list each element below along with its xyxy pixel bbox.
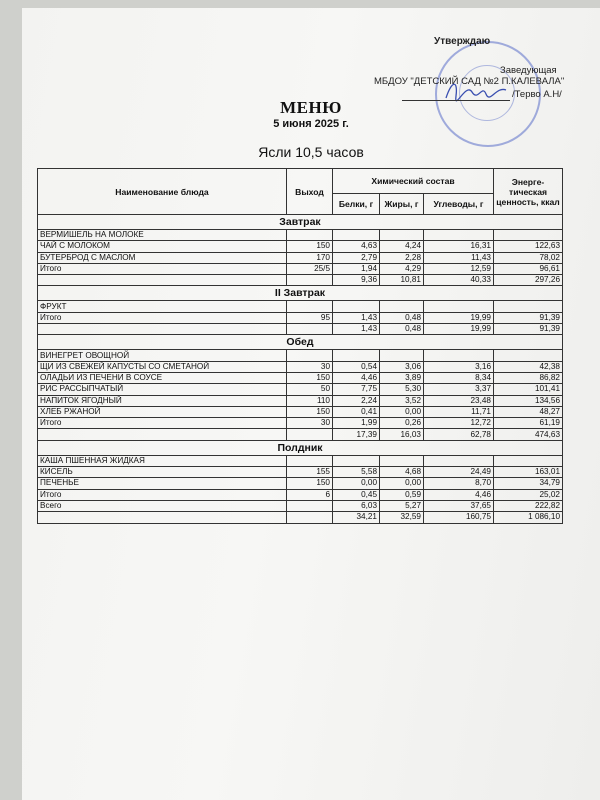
carb-cell bbox=[424, 301, 494, 312]
fat-cell: 0,59 bbox=[380, 489, 424, 500]
carb-cell: 23,48 bbox=[424, 395, 494, 406]
carb-cell: 19,99 bbox=[424, 324, 494, 335]
carb-cell bbox=[424, 455, 494, 466]
header-carb: Углеводы, г bbox=[424, 194, 494, 215]
protein-cell: 0,54 bbox=[333, 361, 380, 372]
fat-cell bbox=[380, 350, 424, 361]
section-label: Завтрак bbox=[38, 215, 563, 230]
energy-cell: 48,27 bbox=[494, 406, 563, 417]
protein-cell: 4,63 bbox=[333, 241, 380, 252]
energy-cell bbox=[494, 301, 563, 312]
protein-cell: 5,58 bbox=[333, 467, 380, 478]
protein-cell bbox=[333, 230, 380, 241]
fat-cell: 0,26 bbox=[380, 418, 424, 429]
protein-cell: 1,43 bbox=[333, 312, 380, 323]
carb-cell: 4,46 bbox=[424, 489, 494, 500]
header-protein: Белки, г bbox=[333, 194, 380, 215]
table-row bbox=[38, 455, 563, 466]
energy-cell: 91,39 bbox=[494, 312, 563, 323]
table-row bbox=[38, 512, 563, 523]
energy-cell: 42,38 bbox=[494, 361, 563, 372]
dish-cell: ВЕРМИШЕЛЬ НА МОЛОКЕ bbox=[38, 230, 287, 241]
protein-cell bbox=[333, 350, 380, 361]
dish-cell bbox=[38, 512, 287, 523]
dish-cell: ЧАЙ С МОЛОКОМ bbox=[38, 241, 287, 252]
protein-cell: 2,79 bbox=[333, 252, 380, 263]
energy-cell: 122,63 bbox=[494, 241, 563, 252]
dish-cell: БУТЕРБРОД С МАСЛОМ bbox=[38, 252, 287, 263]
fat-cell: 0,00 bbox=[380, 406, 424, 417]
fat-cell: 32,59 bbox=[380, 512, 424, 523]
energy-cell: 86,82 bbox=[494, 372, 563, 383]
table-row bbox=[38, 361, 563, 372]
carb-cell: 37,65 bbox=[424, 500, 494, 511]
table-row bbox=[38, 350, 563, 361]
section-row bbox=[38, 215, 563, 230]
header-fat: Жиры, г bbox=[380, 194, 424, 215]
dish-cell: Итого bbox=[38, 312, 287, 323]
dish-cell: КИСЕЛЬ bbox=[38, 467, 287, 478]
energy-cell: 91,39 bbox=[494, 324, 563, 335]
output-cell bbox=[287, 512, 333, 523]
output-cell: 25/5 bbox=[287, 263, 333, 274]
fat-cell: 16,03 bbox=[380, 429, 424, 440]
menu-date: 5 июня 2025 г. bbox=[273, 118, 349, 130]
fat-cell: 3,06 bbox=[380, 361, 424, 372]
output-cell: 150 bbox=[287, 241, 333, 252]
protein-cell: 1,43 bbox=[333, 324, 380, 335]
header-output: Выход bbox=[287, 169, 333, 215]
carb-cell: 11,71 bbox=[424, 406, 494, 417]
energy-cell bbox=[494, 455, 563, 466]
carb-cell: 3,37 bbox=[424, 384, 494, 395]
table-row bbox=[38, 230, 563, 241]
carb-cell: 8,70 bbox=[424, 478, 494, 489]
table-row bbox=[38, 395, 563, 406]
carb-cell: 11,43 bbox=[424, 252, 494, 263]
table-row bbox=[38, 241, 563, 252]
energy-cell: 78,02 bbox=[494, 252, 563, 263]
output-cell bbox=[287, 429, 333, 440]
output-cell: 150 bbox=[287, 372, 333, 383]
dish-cell: Итого bbox=[38, 263, 287, 274]
output-cell: 30 bbox=[287, 361, 333, 372]
energy-cell: 222,82 bbox=[494, 500, 563, 511]
menu-sheet bbox=[22, 8, 600, 800]
output-cell: 170 bbox=[287, 252, 333, 263]
table-row bbox=[38, 372, 563, 383]
carb-cell: 160,75 bbox=[424, 512, 494, 523]
dish-cell: ЩИ ИЗ СВЕЖЕЙ КАПУСТЫ СО СМЕТАНОЙ bbox=[38, 361, 287, 372]
fat-cell bbox=[380, 455, 424, 466]
dish-cell: Всего bbox=[38, 500, 287, 511]
header-dish: Наименование блюда bbox=[38, 169, 287, 215]
energy-cell: 134,56 bbox=[494, 395, 563, 406]
approve-label: Утверждаю bbox=[434, 36, 491, 47]
carb-cell: 12,59 bbox=[424, 263, 494, 274]
table-row bbox=[38, 478, 563, 489]
output-cell bbox=[287, 275, 333, 286]
protein-cell: 34,21 bbox=[333, 512, 380, 523]
menu-table bbox=[37, 168, 563, 524]
dish-cell: ОЛАДЬИ ИЗ ПЕЧЕНИ В СОУСЕ bbox=[38, 372, 287, 383]
protein-cell: 0,00 bbox=[333, 478, 380, 489]
output-cell: 6 bbox=[287, 489, 333, 500]
dish-cell: ПЕЧЕНЬЕ bbox=[38, 478, 287, 489]
energy-cell: 297,26 bbox=[494, 275, 563, 286]
table-row bbox=[38, 263, 563, 274]
table-row bbox=[38, 489, 563, 500]
output-cell bbox=[287, 324, 333, 335]
output-cell: 150 bbox=[287, 478, 333, 489]
table-row bbox=[38, 406, 563, 417]
output-cell: 150 bbox=[287, 406, 333, 417]
carb-cell: 12,72 bbox=[424, 418, 494, 429]
dish-cell: ФРУКТ bbox=[38, 301, 287, 312]
protein-cell bbox=[333, 301, 380, 312]
fat-cell: 5,30 bbox=[380, 384, 424, 395]
header-energy: Энерге-тическая ценность, ккал bbox=[494, 169, 563, 215]
energy-cell: 101,41 bbox=[494, 384, 563, 395]
fat-cell: 2,28 bbox=[380, 252, 424, 263]
dish-cell: НАПИТОК ЯГОДНЫЙ bbox=[38, 395, 287, 406]
protein-cell: 2,24 bbox=[333, 395, 380, 406]
energy-cell: 34,79 bbox=[494, 478, 563, 489]
table-row bbox=[38, 312, 563, 323]
output-cell bbox=[287, 301, 333, 312]
carb-cell: 16,31 bbox=[424, 241, 494, 252]
fat-cell: 3,89 bbox=[380, 372, 424, 383]
energy-cell: 1 086,10 bbox=[494, 512, 563, 523]
table-row bbox=[38, 384, 563, 395]
carb-cell: 8,34 bbox=[424, 372, 494, 383]
organization-name: МБДОУ "ДЕТСКИЙ САД №2 П.КАЛЕВАЛА" bbox=[374, 76, 565, 87]
fat-cell: 0,48 bbox=[380, 312, 424, 323]
section-label: Обед bbox=[38, 335, 563, 350]
fat-cell: 0,48 bbox=[380, 324, 424, 335]
protein-cell: 0,45 bbox=[333, 489, 380, 500]
fat-cell: 0,00 bbox=[380, 478, 424, 489]
dish-cell: ВИНЕГРЕТ ОВОЩНОЙ bbox=[38, 350, 287, 361]
table-row bbox=[38, 467, 563, 478]
table-row bbox=[38, 324, 563, 335]
fat-cell bbox=[380, 301, 424, 312]
carb-cell: 40,33 bbox=[424, 275, 494, 286]
energy-cell: 61,19 bbox=[494, 418, 563, 429]
protein-cell: 4,46 bbox=[333, 372, 380, 383]
dish-cell bbox=[38, 429, 287, 440]
fat-cell: 5,27 bbox=[380, 500, 424, 511]
group-title: Ясли 10,5 часов bbox=[258, 144, 364, 160]
carb-cell: 62,78 bbox=[424, 429, 494, 440]
section-label: II Завтрак bbox=[38, 286, 563, 301]
carb-cell: 19,99 bbox=[424, 312, 494, 323]
energy-cell bbox=[494, 230, 563, 241]
output-cell: 155 bbox=[287, 467, 333, 478]
output-cell: 30 bbox=[287, 418, 333, 429]
protein-cell: 9,36 bbox=[333, 275, 380, 286]
carb-cell: 24,49 bbox=[424, 467, 494, 478]
table-row bbox=[38, 275, 563, 286]
fat-cell: 4,68 bbox=[380, 467, 424, 478]
section-label: Полдник bbox=[38, 440, 563, 455]
page-title: МЕНЮ bbox=[280, 98, 342, 117]
fat-cell: 4,24 bbox=[380, 241, 424, 252]
dish-cell: Итого bbox=[38, 489, 287, 500]
carb-cell bbox=[424, 350, 494, 361]
table-row bbox=[38, 429, 563, 440]
dish-cell: КАША ПШЕННАЯ ЖИДКАЯ bbox=[38, 455, 287, 466]
fat-cell: 4,29 bbox=[380, 263, 424, 274]
dish-cell: РИС РАССЫПЧАТЫЙ bbox=[38, 384, 287, 395]
table-row bbox=[38, 252, 563, 263]
fat-cell: 10,81 bbox=[380, 275, 424, 286]
protein-cell: 17,39 bbox=[333, 429, 380, 440]
output-cell: 110 bbox=[287, 395, 333, 406]
protein-cell bbox=[333, 455, 380, 466]
energy-cell: 96,61 bbox=[494, 263, 563, 274]
fat-cell: 3,52 bbox=[380, 395, 424, 406]
output-cell bbox=[287, 500, 333, 511]
head-name: /Терво А.Н/ bbox=[512, 89, 562, 100]
section-row bbox=[38, 286, 563, 301]
table-row bbox=[38, 418, 563, 429]
section-row bbox=[38, 335, 563, 350]
output-cell: 95 bbox=[287, 312, 333, 323]
energy-cell: 163,01 bbox=[494, 467, 563, 478]
dish-cell bbox=[38, 275, 287, 286]
table-row bbox=[38, 301, 563, 312]
protein-cell: 6,03 bbox=[333, 500, 380, 511]
protein-cell: 7,75 bbox=[333, 384, 380, 395]
fat-cell bbox=[380, 230, 424, 241]
carb-cell: 3,16 bbox=[424, 361, 494, 372]
protein-cell: 1,99 bbox=[333, 418, 380, 429]
dish-cell: Итого bbox=[38, 418, 287, 429]
header-chem: Химический состав bbox=[333, 169, 494, 194]
output-cell bbox=[287, 230, 333, 241]
energy-cell: 474,63 bbox=[494, 429, 563, 440]
head-title: Заведующая bbox=[500, 65, 557, 76]
output-cell bbox=[287, 350, 333, 361]
carb-cell bbox=[424, 230, 494, 241]
table-row bbox=[38, 500, 563, 511]
energy-cell: 25,02 bbox=[494, 489, 563, 500]
output-cell: 50 bbox=[287, 384, 333, 395]
energy-cell bbox=[494, 350, 563, 361]
dish-cell bbox=[38, 324, 287, 335]
protein-cell: 1,94 bbox=[333, 263, 380, 274]
output-cell bbox=[287, 455, 333, 466]
dish-cell: ХЛЕБ РЖАНОЙ bbox=[38, 406, 287, 417]
section-row bbox=[38, 440, 563, 455]
protein-cell: 0,41 bbox=[333, 406, 380, 417]
menu-body bbox=[38, 215, 563, 524]
